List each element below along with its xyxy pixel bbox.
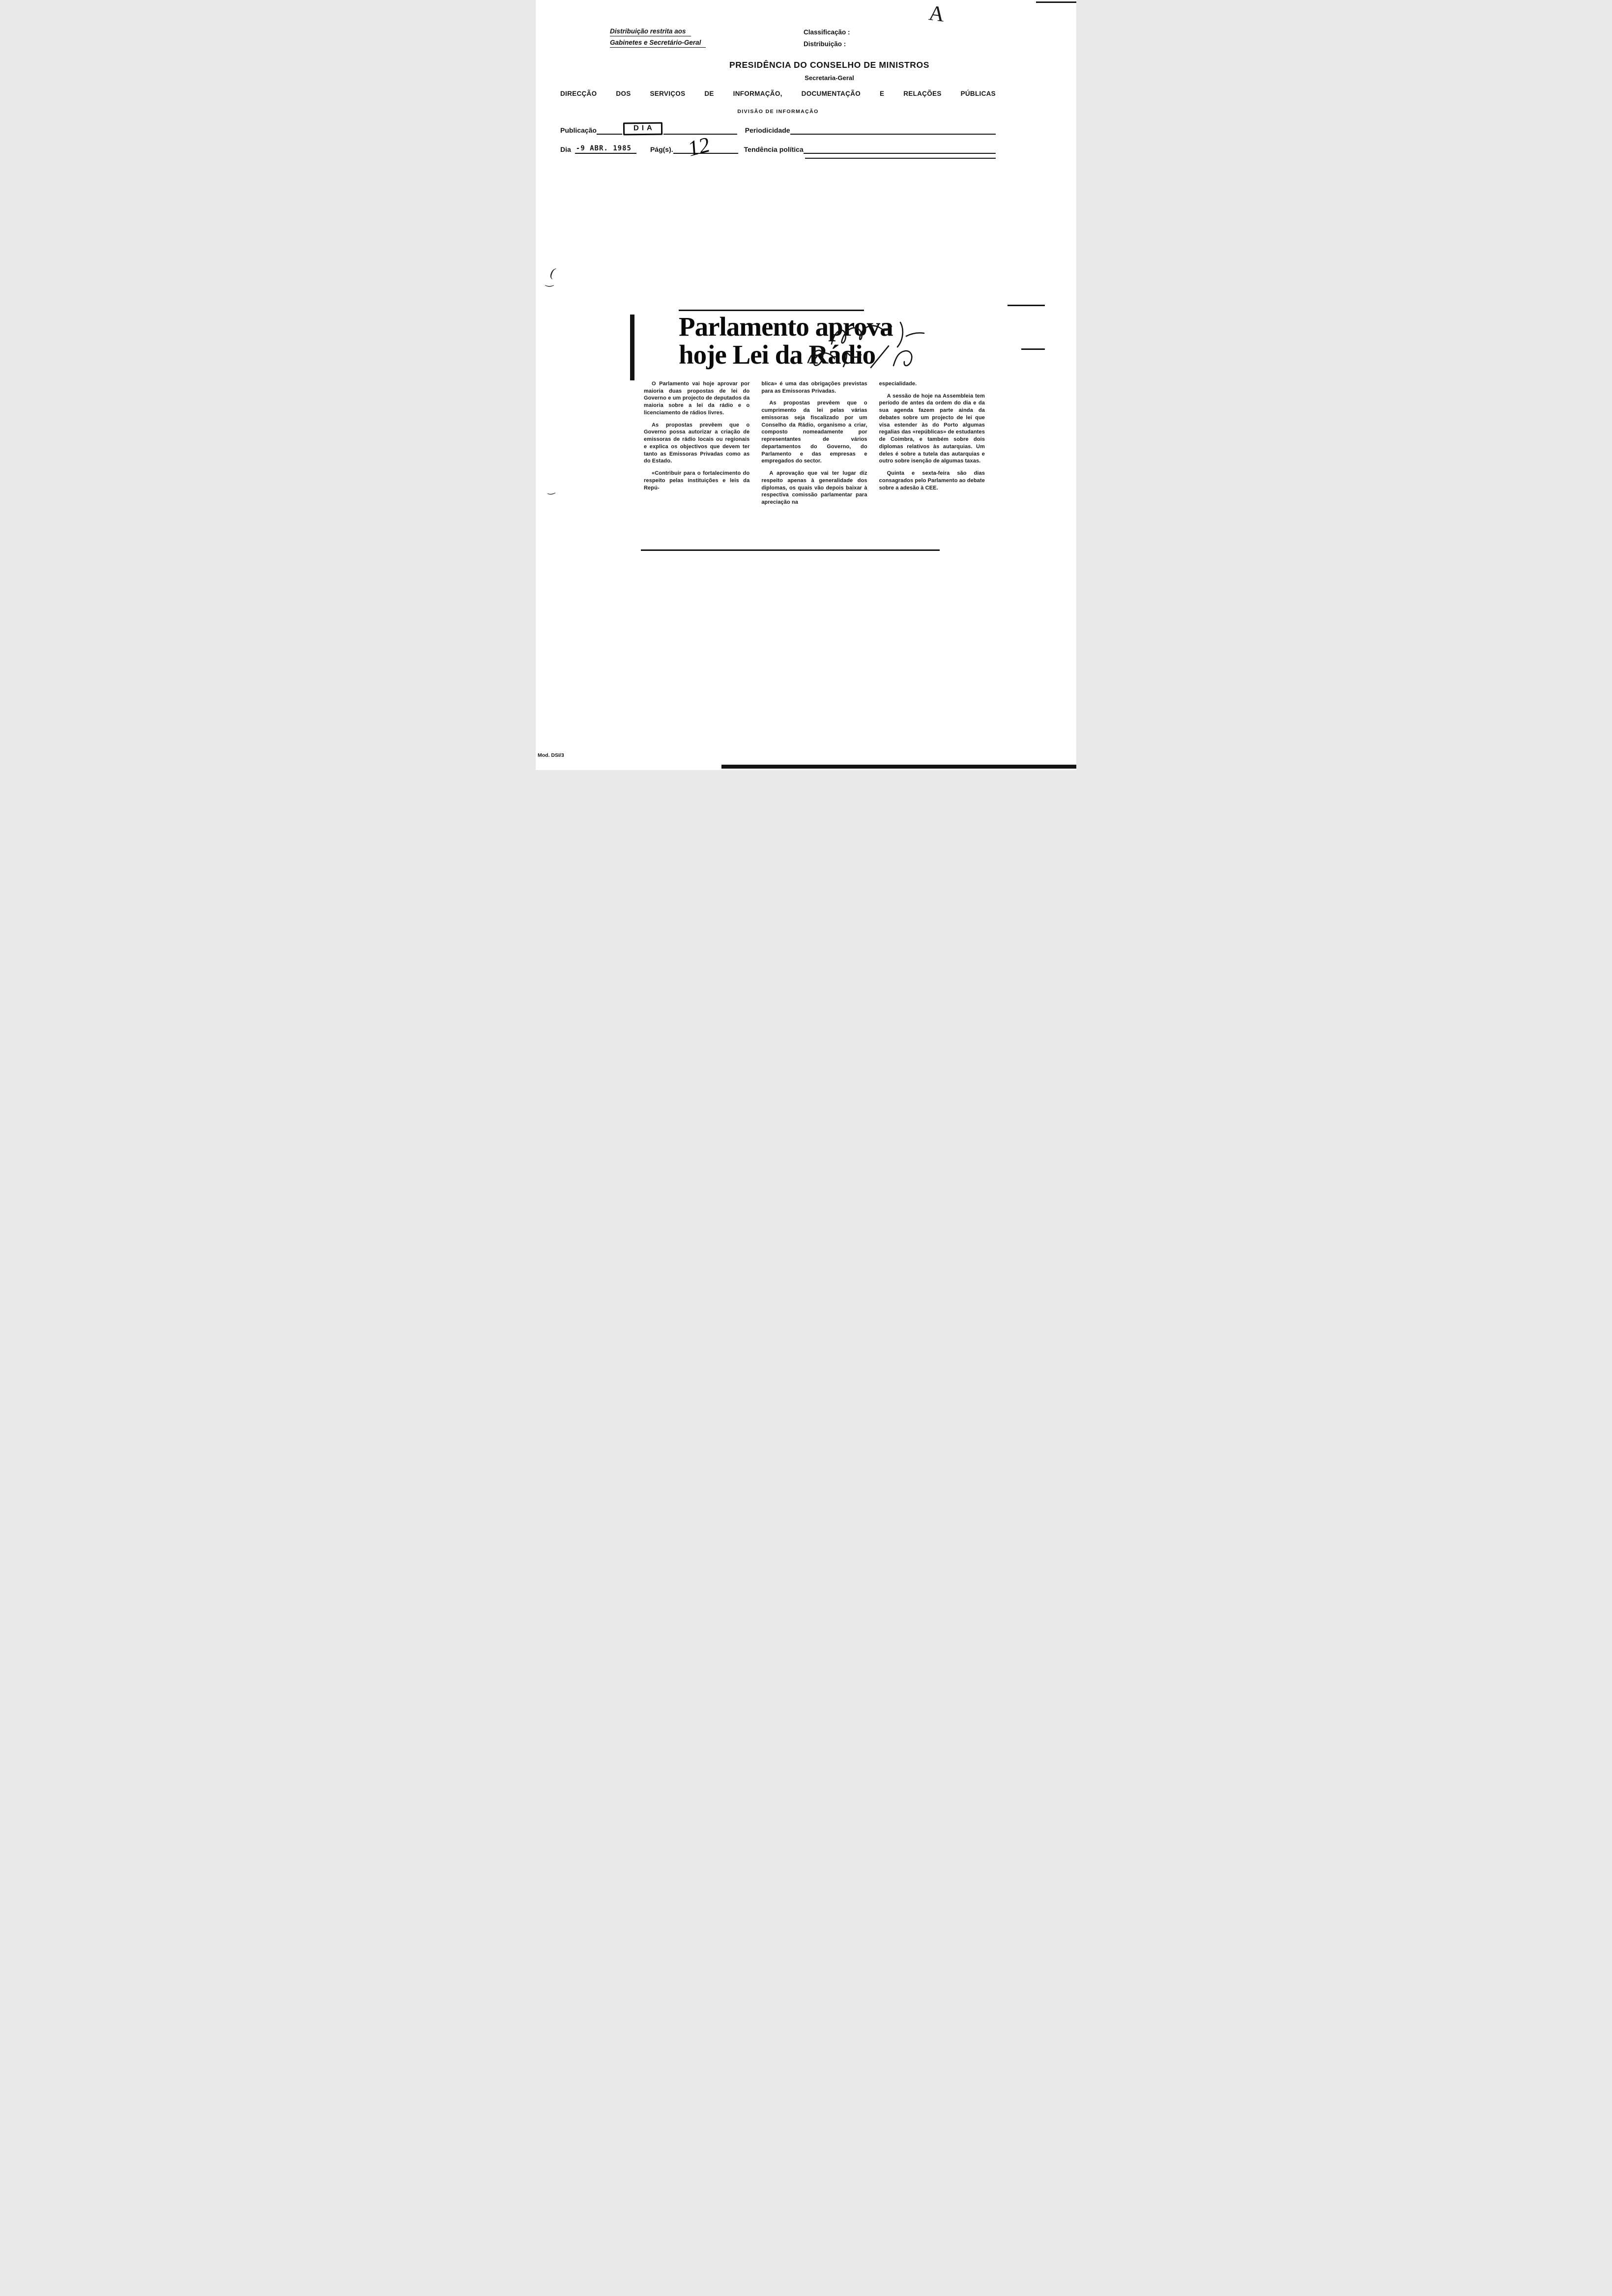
- form-row-date: [560, 132, 996, 161]
- publicacao-field-line-2: [663, 124, 737, 135]
- paragraph: especialidade.: [879, 381, 917, 387]
- restricted-distribution-note: [610, 28, 706, 50]
- paragraph: As propostas prevêem que o Governo possa autorizar a criação de emissoras de rádio locais ou regionais e explica os objectivos que devem ter tanto as Emissoras Privadas como as do Estado.: [644, 422, 750, 464]
- handwritten-page-number: 12: [685, 132, 712, 161]
- org-division: DIVISÃO DE INFORMAÇÃO: [737, 109, 819, 115]
- restricted-line-1: Distribuição restrita aos: [610, 28, 691, 36]
- org-subtitle: Secretaria-Geral: [805, 74, 854, 82]
- handwritten-scribble-bottom: [802, 341, 935, 376]
- clipping-top-right-rule: [1008, 305, 1045, 306]
- article-column-3: [879, 380, 985, 511]
- handwritten-letter-a: A: [927, 0, 946, 27]
- publicacao-label: Publicação: [560, 126, 597, 134]
- headline-left-bar: [630, 315, 634, 380]
- scanned-document-page: [536, 0, 1076, 770]
- date-stamp: -9 ABR. 1985: [575, 144, 636, 154]
- paragraph: O Parlamento vai hoje aprovar por maioria duas propostas de lei do Governo e um projecto de deputados da maioria sobre a lei da rádio e o licenciamento de rádios livres.: [644, 381, 750, 416]
- publicacao-field-line: [597, 124, 622, 135]
- clipping-bottom-rule: [641, 549, 940, 551]
- dia-label: Dia: [560, 145, 571, 153]
- headline-top-rule: [679, 310, 864, 311]
- distribuicao-label: Distribuição :: [804, 40, 846, 48]
- article-body: [644, 380, 985, 511]
- form-model-reference: Mod. DSI/3: [538, 752, 564, 758]
- paragraph: A aprovação que vai ter lugar diz respeito apenas à generalidade dos diplomas, os quais vão depois baixar à respectiva comissão parlamentar para apreciação na: [761, 470, 867, 506]
- periodicidade-field-line: [790, 124, 996, 135]
- periodicidade-label: Periodicidade: [745, 126, 790, 134]
- classificacao-label: Classificação :: [804, 29, 850, 36]
- margin-mark-curve: ‿: [546, 276, 554, 287]
- tendencia-field-line: [804, 143, 996, 154]
- paragraph: blica» é uma das obrigações previstas para as Emissoras Privadas.: [761, 381, 867, 394]
- restricted-line-2: Gabinetes e Secretário-Geral: [610, 39, 706, 48]
- paragraph: A sessão de hoje na Assembleia tem período de antes da ordem do dia e da sua agenda fazem parte ainda da debates sobre um projecto de lei que visa estender às do Porto algumas regalias das «repúblicas» de estudantes de Coimbra, e também sobre dois diplomas relativos às autarquias. Um deles é sobre a tutela das autarquias e outro sobre isenção de algumas taxas.: [879, 393, 985, 464]
- pags-label: Pág(s).: [650, 145, 673, 153]
- paragraph: As propostas prevêem que o cumprimento da lei pelas várias emissoras seja fiscalizado por um Conselho da Rádio, organismo a criar, composto nomeadamente por representantes de vários departamentos do Governo, do Parlamento e das empresas e empregados do sector.: [761, 400, 867, 464]
- headline-line-1: Parlamento aprova: [679, 312, 893, 342]
- publication-stamp-box: DIA: [623, 122, 662, 135]
- pags-field-line: [673, 132, 738, 161]
- headline-side-dash: [1021, 348, 1045, 350]
- article-column-1: [644, 380, 749, 511]
- bottom-edge-bar: [721, 765, 1076, 769]
- article-column-2: [761, 380, 867, 511]
- form-extra-rule: [805, 158, 996, 159]
- paragraph: «Contribuir para o fortalecimento do respeito pelas instituições e leis da Repú-: [644, 470, 750, 491]
- paragraph: Quinta e sexta-feira são dias consagrados pelo Parlamento ao debate sobre a adesão à CEE.: [879, 470, 985, 491]
- tendencia-label: Tendência política: [744, 145, 804, 153]
- headline-line-2: hoje Lei da Rádio: [679, 339, 876, 370]
- top-right-edge-line: [1036, 1, 1076, 3]
- margin-mark-curve-2: ‿: [547, 484, 555, 495]
- org-title: PRESIDÊNCIA DO CONSELHO DE MINISTROS: [729, 60, 929, 70]
- margin-mark-paren: (: [549, 265, 556, 280]
- form-row-publication: [560, 121, 996, 135]
- org-department: DIRECÇÃO DOS SERVIÇOS DE INFORMAÇÃO, DOCUMENTAÇÃO E RELAÇÕES PÚBLICAS: [560, 90, 996, 97]
- classification-block: [804, 29, 850, 52]
